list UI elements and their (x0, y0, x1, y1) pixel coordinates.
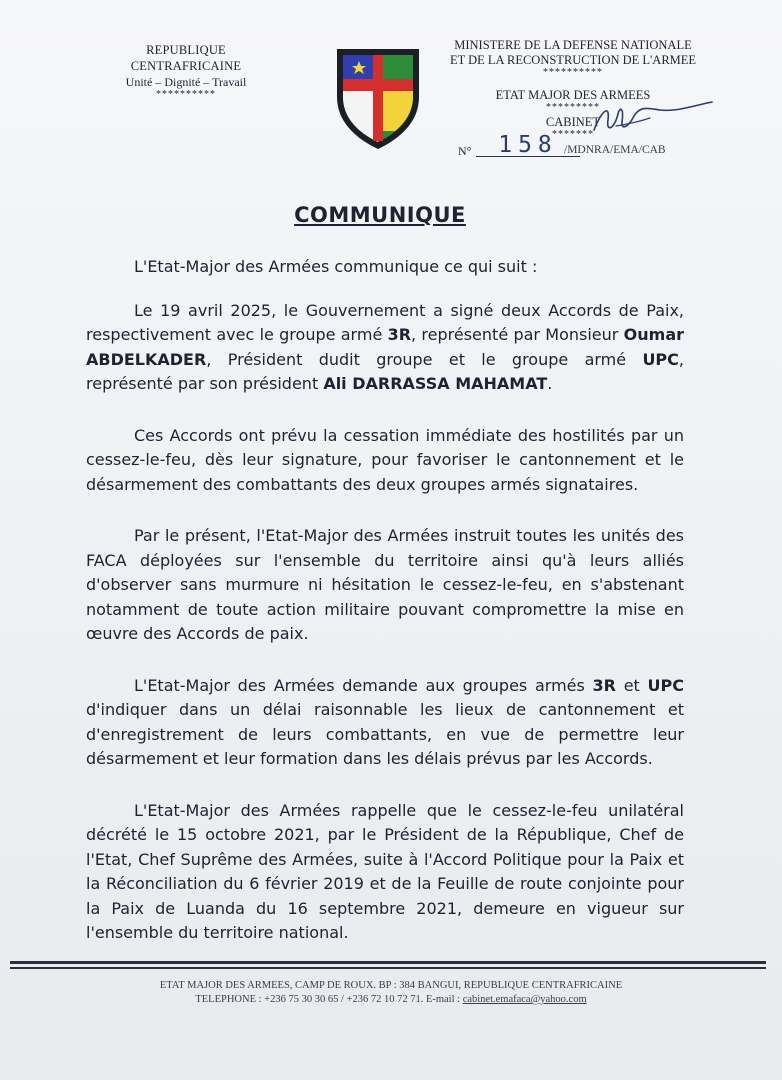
paragraph-3: Par le présent, l'Etat-Major des Armées instruit toutes les unités des FACA déployées sur l'ensemble du territoire ainsi qu'à leurs alliés d'observer sans murmure ni hésitation le cessez-le-feu, en s'abstenant notamment de toute action militaire pouvant compromettre la mise en œuvre des Accords de paix. (86, 526, 684, 643)
footer-email-link[interactable]: cabinet.emafaca@yahoo.com (462, 994, 587, 1005)
p1-group-upc: UPC (642, 349, 679, 369)
header-left (96, 42, 276, 100)
p1-group-3r: 3R (387, 325, 412, 344)
ministry-line-1: MINISTERE DE LA DEFENSE NATIONALE (454, 38, 692, 52)
footer-rule-thin (10, 967, 766, 969)
communique-body (86, 255, 684, 946)
footer (0, 979, 782, 1007)
number-prefix: N° (458, 144, 472, 158)
footer-rule-thick (10, 961, 766, 964)
footer-contact (0, 993, 782, 1007)
p4-text-2: et (616, 675, 648, 695)
cabinet-label: CABINET (545, 115, 601, 129)
reference-suffix: /MDNRA/EMA/CAB (564, 144, 666, 156)
national-motto: Unité – Dignité – Travail (125, 75, 247, 89)
p4-text-1: L'Etat-Major des Armées demande aux groupes armés (134, 675, 593, 695)
country-name: REPUBLIQUE CENTRAFRICAINE (130, 43, 242, 73)
p4-group-upc: UPC (647, 675, 684, 695)
stars-divider-2: ********* (546, 102, 600, 113)
paragraph-1 (86, 299, 684, 397)
handwritten-number: 158 (476, 134, 580, 157)
p4-text-3: d'indiquer dans un délai raisonnable les lieux de cantonnement et d'enregistrement de leurs combattants, en vue de permettre leur désarmement et leur formation dans les délais prévus par les Accords. (86, 700, 684, 768)
p4-group-3r: 3R (592, 675, 616, 695)
p1-name-abdelkader: Oumar ABDELKADER (86, 325, 685, 369)
footer-address: ETAT MAJOR DES ARMEES, CAMP DE ROUX. BP : 384 BANGUI, REPUBLIQUE CENTRAFRICAINE (159, 980, 623, 991)
p1-name-darrassa: Ali DARRASSA MAHAMAT (323, 374, 548, 393)
p1-text-4: , représenté par son président (86, 349, 684, 393)
p1-text-3: , Président dudit groupe et le groupe armé (206, 349, 643, 369)
p1-text-2: , représenté par Monsieur (411, 325, 624, 344)
stars-divider: ********** (156, 89, 216, 100)
ministry-line-2: ET DE LA RECONSTRUCTION DE L'ARMEE (449, 53, 697, 67)
stars-divider-1: ********** (543, 67, 603, 78)
intro-paragraph: L'Etat-Major des Armées communique ce qui suit : (134, 257, 538, 276)
document-title: COMMUNIQUE (294, 203, 466, 227)
p1-text-1: Le 19 avril 2025, le Gouvernement a signé deux Accords de Paix, respectivement avec le groupe armé (86, 300, 684, 344)
army-shield-emblem-icon (333, 45, 423, 151)
paragraph-2: Ces Accords ont prévu la cessation immédiate des hostilités par un cessez-le-feu, dès leur signature, pour favoriser le cantonnement et le désarmement des combattants des deux groupes armés signataires. (86, 425, 684, 494)
paragraph-5: L'Etat-Major des Armées rappelle que le cessez-le-feu unilatéral décrété le 15 octobre 2021, par le Président de la République, Chef de l'Etat, Chef Suprême des Armées, suite à l'Accord Politique pour la Paix et la Réconciliation du 6 février 2019 et de la Feuille de route conjointe pour la Paix de Luanda du 16 septembre 2021, demeure en vigueur sur l'ensemble du territoire national. (86, 800, 684, 942)
stars-divider-3: ******* (552, 129, 594, 140)
footer-phone: TELEPHONE : +236 75 30 30 65 / +236 72 10 72 71. E-mail : (195, 994, 463, 1005)
paragraph-4 (86, 674, 684, 772)
p1-text-5: . (547, 374, 553, 393)
etat-major-label: ETAT MAJOR DES ARMEES (495, 88, 651, 102)
reference-number (458, 134, 718, 160)
